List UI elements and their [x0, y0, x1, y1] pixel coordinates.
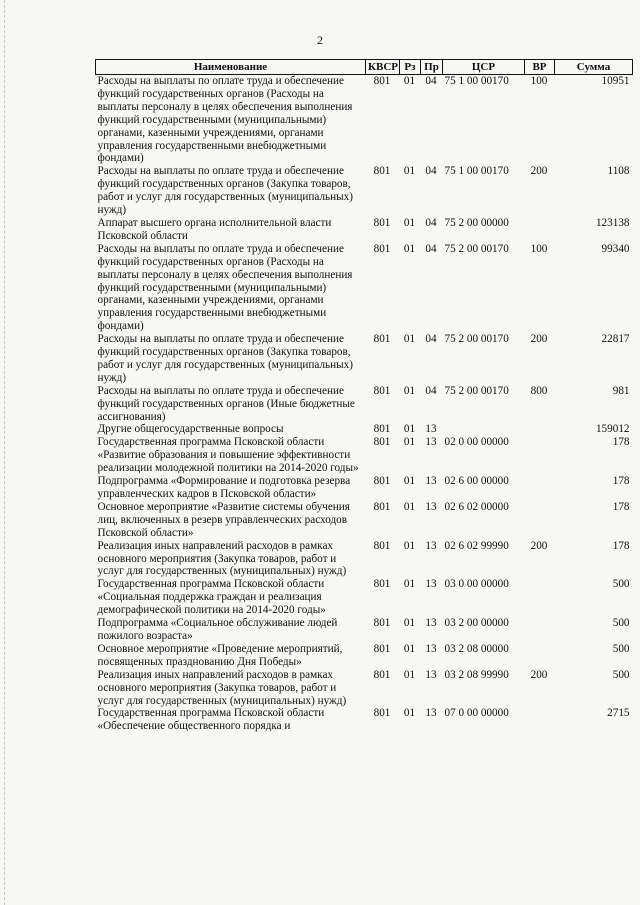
table-body [96, 75, 633, 734]
row-name: Расходы на выплаты по оплате труда и обеспечение функций государственных органов (Расходы на выплаты персоналу в целях обеспечения выполнения функций государственными (муниципальными) органами, казенными учреждениями, органами управления государственными внебюджетными фондами) [97, 242, 353, 333]
table-row [96, 540, 633, 579]
row-name: Реализация иных направлений расходов в рамках основного мероприятия (Закупка товаров, работ и услуг для государственных (муниципальных) нужд) [97, 668, 347, 707]
row-name: Государственная программа Псковской области «Социальная поддержка граждан и реализация демографической политики на 2014-2020 годы» [97, 578, 326, 617]
row-name: Аппарат высшего органа исполнительной власти Псковской области [97, 216, 332, 242]
header-pr: Пр [421, 60, 443, 75]
table-row [96, 643, 633, 669]
row-csr: 75 2 00 00170 [444, 384, 509, 397]
table-header [96, 60, 633, 75]
table-row [96, 617, 633, 643]
row-csr: 03 2 00 00000 [444, 617, 509, 630]
row-vr [525, 436, 555, 475]
header-name: Наименование [96, 60, 366, 75]
row-name: Основное мероприятие «Развитие системы обучения лиц, включенных в резерв управленческих расходов Псковской области» [97, 500, 350, 539]
row-rz: 01 [403, 642, 416, 655]
row-kvsr: 801 [373, 384, 391, 397]
row-vr [525, 217, 555, 243]
row-pr: 13 [425, 500, 437, 513]
row-vr: 200 [530, 165, 548, 178]
row-kvsr: 801 [373, 539, 391, 552]
row-vr [525, 423, 555, 436]
row-rz: 01 [403, 242, 416, 255]
row-kvsr: 801 [373, 436, 391, 449]
row-csr: 03 2 08 99990 [444, 668, 509, 681]
row-pr: 13 [425, 642, 437, 655]
row-vr [525, 475, 555, 501]
header-row [96, 60, 633, 75]
budget-table [95, 59, 633, 733]
row-rz: 01 [403, 707, 416, 720]
row-csr: 03 2 08 00000 [444, 642, 509, 655]
row-sum: 178 [612, 539, 630, 552]
row-name: Расходы на выплаты по оплате труда и обеспечение функций государственных органов (Закупка товаров, работ и услуг для государственных (муниципальных) нужд) [97, 333, 353, 384]
row-rz: 01 [403, 617, 416, 630]
row-rz: 01 [403, 500, 416, 513]
row-pr: 13 [425, 578, 437, 591]
row-csr: 03 0 00 00000 [444, 578, 509, 591]
row-rz: 01 [403, 436, 416, 449]
row-pr: 13 [425, 423, 437, 436]
row-sum: 981 [612, 384, 630, 397]
row-rz: 01 [403, 75, 416, 87]
row-vr: 200 [530, 539, 548, 552]
row-sum: 500 [612, 642, 630, 655]
row-csr: 75 1 00 00170 [444, 165, 509, 178]
row-pr: 13 [425, 668, 437, 681]
row-csr: 02 6 02 99990 [444, 539, 509, 552]
row-kvsr: 801 [373, 75, 391, 87]
row-kvsr: 801 [373, 423, 391, 436]
row-sum: 500 [612, 578, 630, 591]
row-name: Реализация иных направлений расходов в рамках основного мероприятия (Закупка товаров, работ и услуг для государственных (муниципальных) нужд) [97, 539, 347, 578]
row-sum: 159012 [595, 423, 630, 436]
row-sum: 22817 [601, 333, 630, 346]
row-sum: 1108 [607, 165, 630, 178]
row-csr [443, 423, 525, 436]
table-row [96, 333, 633, 385]
row-vr: 100 [530, 242, 548, 255]
header-sum: Сумма [555, 60, 633, 75]
row-name: Подпрограмма «Формирование и подготовка резерва управленческих кадров в Псковской области» [97, 475, 351, 500]
row-rz: 01 [403, 333, 416, 346]
row-sum: 99340 [601, 242, 630, 255]
row-vr [525, 578, 555, 617]
row-pr: 04 [425, 75, 437, 87]
row-kvsr: 801 [373, 642, 391, 655]
row-csr: 75 2 00 00000 [444, 216, 509, 229]
row-csr: 02 6 02 00000 [444, 500, 509, 513]
row-name: Основное мероприятие «Проведение мероприятий, посвященных празднованию Дня Победы» [97, 642, 343, 668]
row-pr: 04 [425, 165, 437, 178]
row-vr [525, 707, 555, 733]
row-pr: 04 [425, 242, 437, 255]
table-row [96, 385, 633, 424]
row-pr: 13 [425, 539, 437, 552]
row-csr: 07 0 00 00000 [444, 707, 509, 720]
row-pr: 13 [425, 475, 437, 488]
row-rz: 01 [403, 539, 416, 552]
row-kvsr: 801 [373, 578, 391, 591]
row-name: Государственная программа Псковской области «Развитие образования и повышение эффективности реализации молодежной политики на 2014-2020 годы» [97, 436, 359, 475]
row-rz: 01 [403, 475, 416, 488]
row-sum: 178 [612, 436, 630, 449]
table-row [96, 217, 633, 243]
row-sum: 500 [612, 668, 630, 681]
row-vr: 100 [530, 75, 548, 87]
table-row [96, 75, 633, 166]
header-kvsr: КВСР [366, 60, 400, 75]
row-kvsr: 801 [373, 165, 391, 178]
row-rz: 01 [403, 578, 416, 591]
row-pr: 04 [425, 333, 437, 346]
row-pr: 13 [425, 617, 437, 630]
row-kvsr: 801 [373, 707, 391, 720]
scan-edge-line [4, 0, 6, 905]
row-sum: 2715 [607, 707, 630, 720]
table-row [96, 501, 633, 540]
row-kvsr: 801 [373, 617, 391, 630]
row-csr: 75 2 00 00170 [444, 333, 509, 346]
row-kvsr: 801 [373, 216, 391, 229]
row-csr: 75 2 00 00170 [444, 242, 509, 255]
row-sum: 10951 [601, 75, 630, 87]
row-rz: 01 [403, 668, 416, 681]
table-row [96, 436, 633, 475]
table-row [96, 578, 633, 617]
row-name: Расходы на выплаты по оплате труда и обеспечение функций государственных органов (Закупка товаров, работ и услуг для государственных (муниципальных) нужд) [97, 165, 353, 217]
row-sum: 123138 [595, 216, 630, 229]
row-vr: 200 [530, 333, 548, 346]
row-vr [525, 643, 555, 669]
row-kvsr: 801 [373, 475, 391, 488]
table-row [96, 707, 633, 733]
row-csr: 02 0 00 00000 [444, 436, 509, 449]
row-name: Расходы на выплаты по оплате труда и обеспечение функций государственных органов (Расходы на выплаты персоналу в целях обеспечения выполнения функций государственными (муниципальными) органами, казенными учреждениями, органами управления государственными внебюджетными фондами) [97, 75, 353, 165]
table-row [96, 669, 633, 708]
row-sum: 178 [612, 500, 630, 513]
row-pr: 13 [425, 707, 437, 720]
row-rz: 01 [403, 216, 416, 229]
row-kvsr: 801 [373, 333, 391, 346]
row-kvsr: 801 [373, 242, 391, 255]
header-csr: ЦСР [443, 60, 525, 75]
row-sum: 178 [612, 475, 630, 488]
table-row [96, 475, 633, 501]
row-rz: 01 [403, 384, 416, 397]
row-pr: 04 [425, 384, 437, 397]
row-rz: 01 [403, 165, 416, 178]
row-sum: 500 [612, 617, 630, 630]
row-name: Расходы на выплаты по оплате труда и обеспечение функций государственных органов (Иные бюджетные ассигнования) [97, 384, 355, 423]
row-kvsr: 801 [373, 668, 391, 681]
row-vr: 800 [530, 384, 548, 397]
header-vr: ВР [525, 60, 555, 75]
page-number: 2 [317, 33, 323, 47]
table-row [96, 243, 633, 333]
row-csr: 75 1 00 00170 [444, 75, 509, 87]
row-kvsr: 801 [373, 500, 391, 513]
row-name: Государственная программа Псковской области «Обеспечение общественного порядка и [97, 707, 325, 733]
row-vr [525, 617, 555, 643]
row-csr: 02 6 00 00000 [444, 475, 509, 488]
table-row [96, 423, 633, 436]
table-row [96, 165, 633, 217]
row-name: Подпрограмма «Социальное обслуживание людей пожилого возраста» [97, 617, 338, 642]
header-rz: Рз [400, 60, 421, 75]
row-pr: 13 [425, 436, 437, 449]
row-vr: 200 [530, 668, 548, 681]
row-pr: 04 [425, 216, 437, 229]
row-rz: 01 [403, 423, 416, 436]
row-vr [525, 501, 555, 540]
row-name: Другие общегосударственные вопросы [97, 423, 284, 436]
